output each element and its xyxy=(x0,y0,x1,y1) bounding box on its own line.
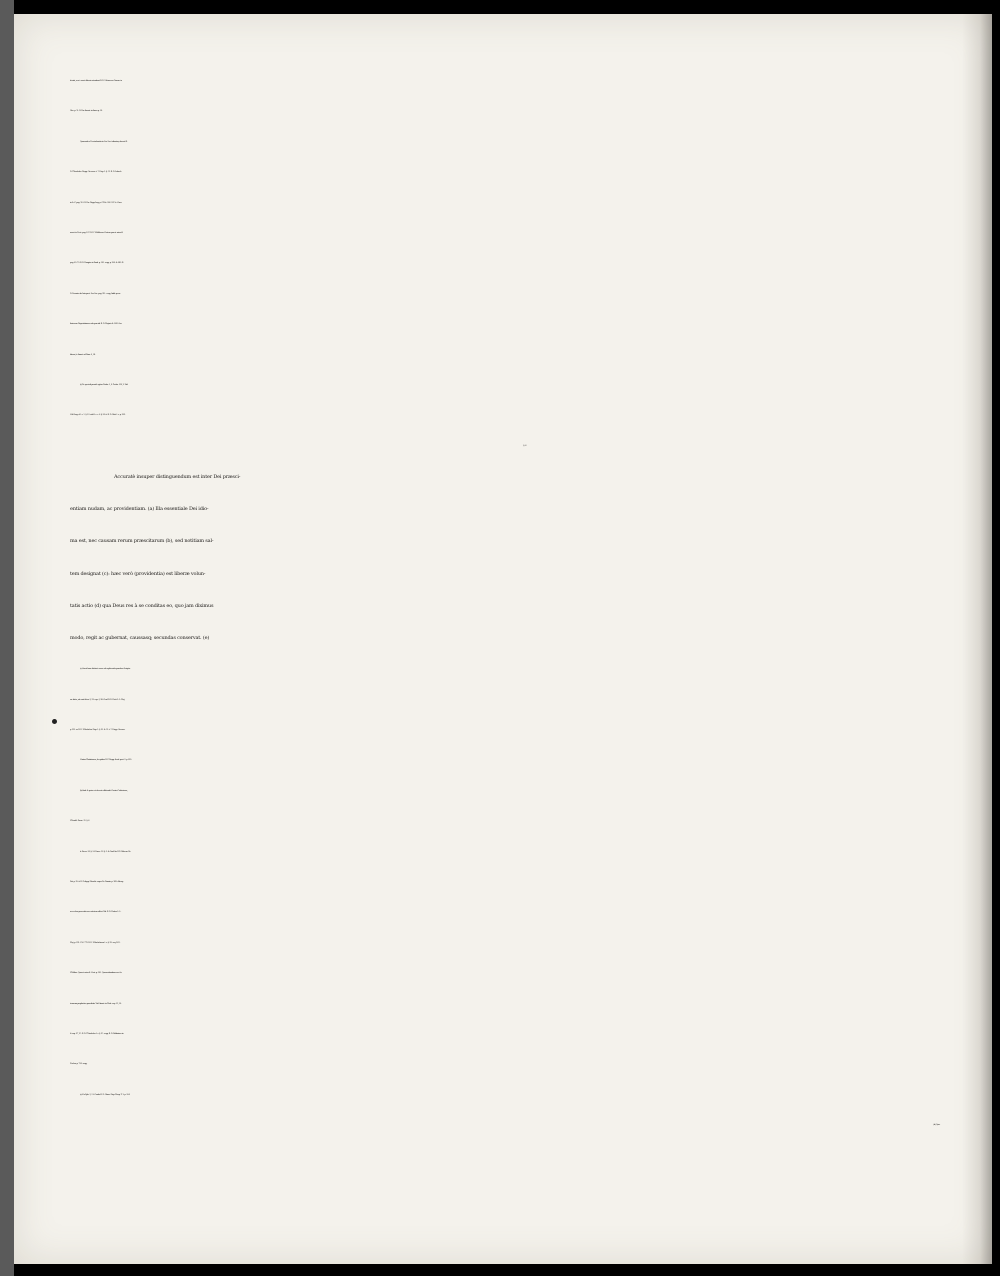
text-line: it. Exerc. 30. §. 14. Exerc. 32. §. 3. & Conf. hîc B D Hulsem. Br. xyxy=(80,850,131,853)
text-line: Zachar. p. 734. seqq. xyxy=(70,1063,88,1066)
text-line: modo, regit ac gubernat, caussasq; secundas conservat. (e) xyxy=(70,635,210,642)
text-line: & cap. 27, 35. B. D. VVinckelm. l. c. §. 25. seqq. B. D. Balduinus in xyxy=(70,1032,124,1035)
text-line: Accuratè insuper distinguendum est inter Dei præsci- xyxy=(114,474,241,481)
text-line: Quomodo v. Deo induratio in Scr. Sac. tribuatur, docent B. xyxy=(80,140,128,143)
text-line: tatis actio (d) qua Deus res à se conditas eo, quo jam diximus xyxy=(70,602,214,609)
text-line: Maj. p. 231. 256. 772. B. D. VVinckelman. l. c. §. 22. seq. B. D. xyxy=(70,941,121,944)
text-line: (i) De speciali provid. agitur Psalm. 1, 6. Psalm. 139, 2. Vid. xyxy=(80,383,128,386)
scan-border xyxy=(0,0,14,1276)
text-line: (b) Inde & prior est decreto efficiendi. Contra Calvinianos, xyxy=(80,789,128,792)
text-line: Contra Photinianos, de quibus B. P. Dispp. Acad. part. 2. p. 895. xyxy=(80,759,132,762)
text-line: turorum prophetica prædictio. Vid. Annot. in Matt. cap. 13, 14. xyxy=(70,1002,122,1005)
text-line: (d) Quo- xyxy=(933,1124,940,1127)
text-line: D. VVinckelm. Dispp. Giessens. t. 7. Disp. 1. §. 53. B. D. Lobech xyxy=(70,171,122,174)
text-line: (a) Iuvat hanc distinct. nosse ad explicanda quædam Scriptu- xyxy=(80,668,131,671)
text-line: ment. in Deut. pag. 107. B. D. VValtherus Centur. quæst. miscell. xyxy=(70,231,123,234)
text-line: p. 231. ac B. D. VVinckelm. Disp. 1. §. 21. & 52. t. 7. Dispp. Giessen. xyxy=(70,728,126,731)
text-line: ræ dicta, uti sunt Actor. 2, 23. cap. 4, 28. Conf. B. D. Hutt. L. L. Maj. xyxy=(70,698,125,701)
text-line: VValther. Quæst. miscell. Cent. p. 361. Quemadmodum nec fu- xyxy=(70,972,122,975)
text-line: entiam nudam, ac providentiam. (a) Illa essentiale Dei idio- xyxy=(70,506,209,513)
text-line: VVendel. Exerc. 25. §. 6. xyxy=(70,820,90,823)
text-line: §. 6. xyxy=(523,444,527,447)
page-text-block xyxy=(70,66,980,1140)
text-line: in A. C. pag. 510. B. Par. Dispp Isag. p. 678 it. 936. 937. it. Com- xyxy=(70,201,122,204)
text-line: tem designat (c): hæc verò (providentia) est liberæ volun- xyxy=(70,570,206,577)
text-line: liariarem Disputationem sub præsid. B. D. Majoris A. 1640. ha- xyxy=(70,323,122,326)
text-line: ma est, nec causam rerum præscitarum (b), sed notitiam sal- xyxy=(70,538,214,545)
text-line: D. Franzius de Interpret. Scr. Sac. pag. 311. seqq. Adde pecu- xyxy=(70,292,121,295)
book-page xyxy=(14,14,992,1264)
text-line: Ext. p. 39. it. B. P. dispp. Elencht. super Ev. Domin. p. 382. Adeoq; xyxy=(70,880,124,883)
text-line: (c) Ex Eph. 2, 11. Confer B. D. Hunn. Disp. Marp. T. 1. p. 104. xyxy=(80,1093,130,1096)
margin-speck xyxy=(52,719,57,724)
text-line: bitam, it. Annot. ad Rom. 9, 18. xyxy=(70,353,96,356)
text-line: Coll. Isag. d. l. c. 5. §. 12. add. l. c. c. 6. §. 30. it. B. D. Hutt. l. c. p. 222. xyxy=(70,414,126,417)
text-line: Hos. p. 51. B. Par. Annot. in Amos p. 16. xyxy=(70,110,103,113)
text-line: nec rebus præscitis necessitatem affert. Vid. B. D. Hutter. L. L. xyxy=(70,911,122,914)
text-line: pag. 69. 70. B. D. Rungius in Exod. p. 161. seqq. p. 299. & 489. B. xyxy=(70,262,124,265)
text-line: derint, ceu è sacris litteris ostendant B. D. Meisnerus Comm. in xyxy=(70,80,122,82)
